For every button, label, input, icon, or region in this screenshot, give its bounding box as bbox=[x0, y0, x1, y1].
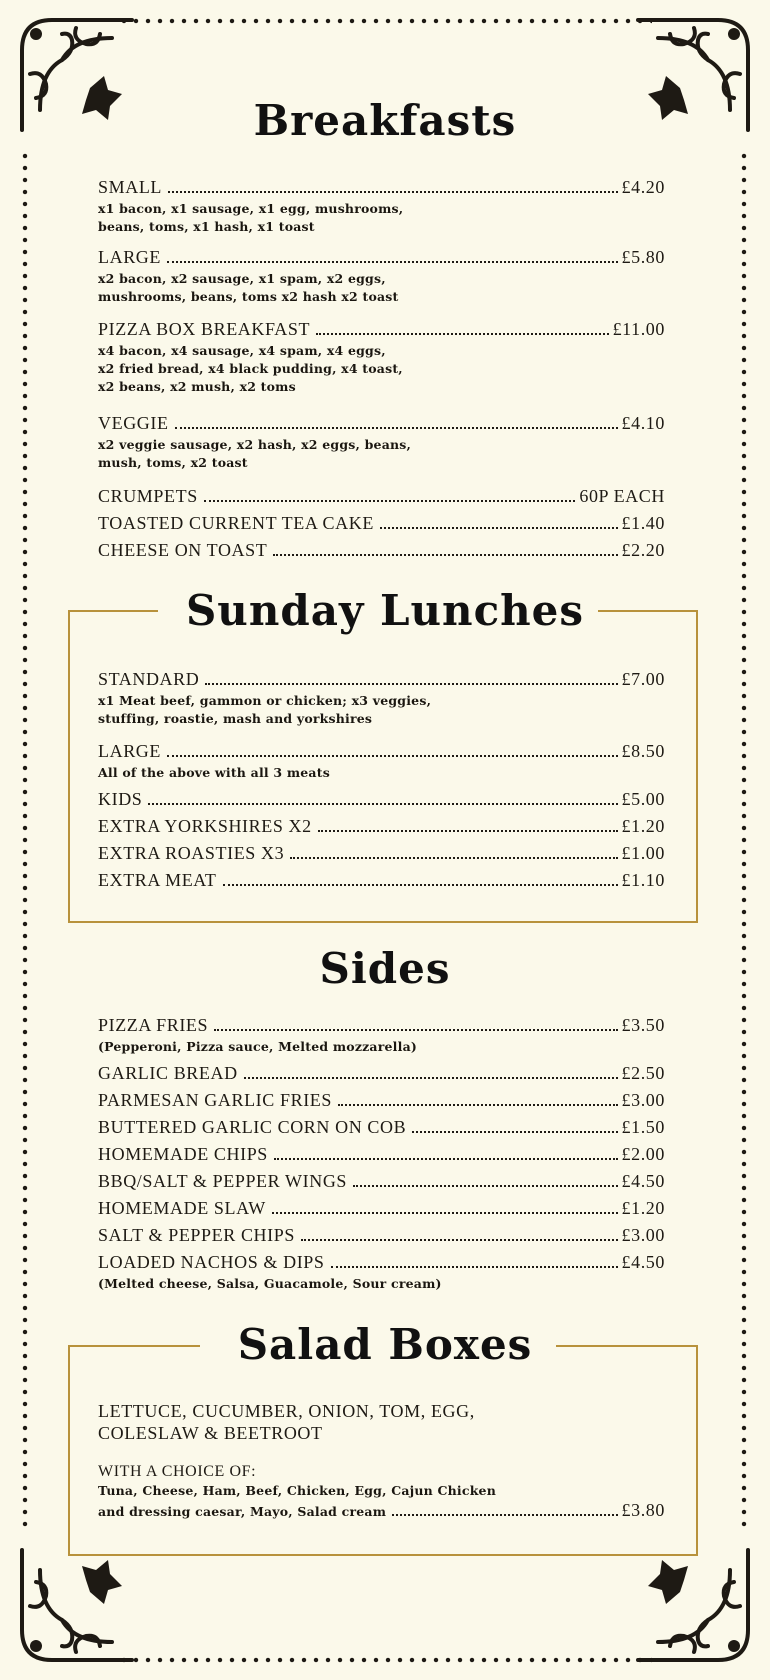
menu-item bbox=[98, 1114, 665, 1140]
menu-item bbox=[98, 174, 665, 236]
dot-leader bbox=[316, 333, 608, 335]
item-description: x2 bacon, x2 sausage, x1 spam, x2 eggs, bbox=[98, 271, 386, 286]
item-name: CHEESE ON TOAST bbox=[98, 540, 268, 560]
item-price: £2.20 bbox=[621, 540, 665, 560]
item-name: VEGGIE bbox=[98, 413, 169, 433]
dot-leader bbox=[244, 1077, 618, 1079]
dot-leader bbox=[380, 527, 618, 529]
choice-label: WITH A CHOICE OF: bbox=[98, 1463, 257, 1480]
salad-boxes-box bbox=[68, 1345, 698, 1556]
dot-leader bbox=[273, 554, 617, 556]
item-description: x2 veggie sausage, x2 hash, x2 eggs, beans, bbox=[98, 437, 412, 452]
salad-boxes-heading: Salad Boxes bbox=[237, 1320, 533, 1369]
item-name: EXTRA ROASTIES X3 bbox=[98, 843, 285, 863]
border-dots-bottom bbox=[118, 1657, 652, 1663]
breakfasts-heading: Breakfasts bbox=[253, 96, 517, 145]
item-name: GARLIC BREAD bbox=[98, 1063, 238, 1083]
menu-item bbox=[98, 1012, 665, 1056]
item-price: £4.20 bbox=[621, 177, 665, 197]
item-name: PIZZA BOX BREAKFAST bbox=[98, 319, 311, 339]
fleur-icon bbox=[30, 1560, 122, 1652]
ornament-corner-icon bbox=[12, 1538, 144, 1670]
dot-leader bbox=[168, 191, 617, 193]
item-price: £2.00 bbox=[621, 1144, 665, 1164]
menu-item bbox=[98, 244, 665, 306]
item-price: 60P EACH bbox=[579, 486, 665, 506]
salad-choice bbox=[98, 1462, 665, 1521]
item-name: EXTRA YORKSHIRES X2 bbox=[98, 816, 312, 836]
menu-item bbox=[98, 666, 665, 728]
dot-leader bbox=[148, 803, 617, 805]
menu-item bbox=[98, 867, 665, 893]
item-name: SMALL bbox=[98, 177, 163, 197]
item-price: £1.20 bbox=[621, 1198, 665, 1218]
item-price: £4.10 bbox=[621, 413, 665, 433]
dot-leader bbox=[318, 830, 618, 832]
choice-line: Tuna, Cheese, Ham, Beef, Chicken, Egg, Cajun Chicken bbox=[98, 1483, 496, 1498]
item-name: BUTTERED GARLIC CORN ON COB bbox=[98, 1117, 407, 1137]
item-name: PIZZA FRIES bbox=[98, 1015, 209, 1035]
menu-item bbox=[98, 1141, 665, 1167]
sunday-lunches-heading: Sunday Lunches bbox=[185, 586, 585, 635]
dot-leader bbox=[290, 857, 617, 859]
menu-item bbox=[98, 1195, 665, 1221]
item-price: £4.50 bbox=[621, 1171, 665, 1191]
item-price: £2.50 bbox=[621, 1063, 665, 1083]
dot-leader bbox=[272, 1212, 618, 1214]
salad-base-line: LETTUCE, CUCUMBER, ONION, TOM, EGG, bbox=[98, 1401, 475, 1421]
menu-item bbox=[98, 1087, 665, 1113]
item-price: £3.00 bbox=[621, 1090, 665, 1110]
dot-leader bbox=[338, 1104, 618, 1106]
item-description: beans, toms, x1 hash, x1 toast bbox=[98, 219, 315, 234]
item-name: CRUMPETS bbox=[98, 486, 198, 506]
item-name: BBQ/SALT & PEPPER WINGS bbox=[98, 1171, 348, 1191]
dot-leader bbox=[167, 755, 618, 757]
dot-leader bbox=[392, 1514, 617, 1516]
item-price: £1.40 bbox=[621, 513, 665, 533]
item-description: (Melted cheese, Salsa, Guacamole, Sour cream) bbox=[98, 1276, 442, 1291]
dot-leader bbox=[353, 1185, 617, 1187]
item-description: (Pepperoni, Pizza sauce, Melted mozzarella) bbox=[98, 1039, 417, 1054]
menu-item bbox=[98, 786, 665, 812]
item-description: All of the above with all 3 meats bbox=[98, 765, 330, 780]
menu-item bbox=[98, 1222, 665, 1248]
item-price: £1.10 bbox=[621, 870, 665, 890]
item-name: HOMEMADE CHIPS bbox=[98, 1144, 268, 1164]
dot-leader bbox=[214, 1029, 617, 1031]
item-price: £1.20 bbox=[621, 816, 665, 836]
item-description: x2 beans, x2 mush, x2 toms bbox=[98, 379, 296, 394]
item-name: LARGE bbox=[98, 247, 161, 267]
border-dots-top bbox=[118, 18, 652, 24]
item-description: x2 fried bread, x4 black pudding, x4 toast, bbox=[98, 361, 403, 376]
dot-leader bbox=[204, 500, 576, 502]
sides-heading: Sides bbox=[319, 944, 451, 993]
item-name: KIDS bbox=[98, 789, 143, 809]
item-name: HOMEMADE SLAW bbox=[98, 1198, 266, 1218]
menu-item bbox=[98, 1168, 665, 1194]
salad-base-line: COLESLAW & BEETROOT bbox=[98, 1423, 323, 1443]
item-name: SALT & PEPPER CHIPS bbox=[98, 1225, 295, 1245]
item-name: EXTRA MEAT bbox=[98, 870, 217, 890]
item-price: £8.50 bbox=[621, 741, 665, 761]
item-description: x1 Meat beef, gammon or chicken; x3 veggies, bbox=[98, 693, 432, 708]
item-price: £3.00 bbox=[621, 1225, 665, 1245]
dot-leader bbox=[167, 261, 618, 263]
menu-item bbox=[98, 537, 665, 563]
item-price: £3.50 bbox=[621, 1015, 665, 1035]
dot-leader bbox=[223, 884, 618, 886]
item-description: x4 bacon, x4 sausage, x4 spam, x4 eggs, bbox=[98, 343, 386, 358]
salad-base bbox=[98, 1400, 665, 1444]
menu-item bbox=[98, 840, 665, 866]
item-name: TOASTED CURRENT TEA CAKE bbox=[98, 513, 374, 533]
menu-item bbox=[98, 483, 665, 509]
fleur-icon bbox=[648, 1560, 740, 1652]
menu-item bbox=[98, 738, 665, 782]
item-price: £4.50 bbox=[621, 1252, 665, 1272]
dot-leader bbox=[205, 683, 617, 685]
item-name: PARMESAN GARLIC FRIES bbox=[98, 1090, 332, 1110]
menu-item bbox=[98, 1249, 665, 1293]
item-price: £1.00 bbox=[621, 843, 665, 863]
menu-item bbox=[98, 510, 665, 536]
dot-leader bbox=[301, 1239, 618, 1241]
item-description: mush, toms, x2 toast bbox=[98, 455, 248, 470]
item-name: LOADED NACHOS & DIPS bbox=[98, 1252, 325, 1272]
item-price: £1.50 bbox=[621, 1117, 665, 1137]
dot-leader bbox=[175, 427, 618, 429]
menu-item bbox=[98, 813, 665, 839]
menu-item bbox=[98, 410, 665, 472]
menu-item bbox=[98, 1060, 665, 1086]
item-description: x1 bacon, x1 sausage, x1 egg, mushrooms, bbox=[98, 201, 404, 216]
item-description: stuffing, roastie, mash and yorkshires bbox=[98, 711, 373, 726]
item-price: £5.80 bbox=[621, 247, 665, 267]
dot-leader bbox=[331, 1266, 618, 1268]
item-name: LARGE bbox=[98, 741, 161, 761]
menu-item bbox=[98, 316, 665, 396]
choice-line: and dressing caesar, Mayo, Salad cream bbox=[98, 1504, 387, 1519]
ornament-corner-icon bbox=[626, 1538, 758, 1670]
item-price: £7.00 bbox=[621, 669, 665, 689]
item-price: £11.00 bbox=[612, 319, 665, 339]
dot-leader bbox=[412, 1131, 617, 1133]
dot-leader bbox=[274, 1158, 618, 1160]
item-description: mushrooms, beans, toms x2 hash x2 toast bbox=[98, 289, 399, 304]
item-price: £3.80 bbox=[621, 1500, 665, 1520]
item-price: £5.00 bbox=[621, 789, 665, 809]
item-name: STANDARD bbox=[98, 669, 200, 689]
